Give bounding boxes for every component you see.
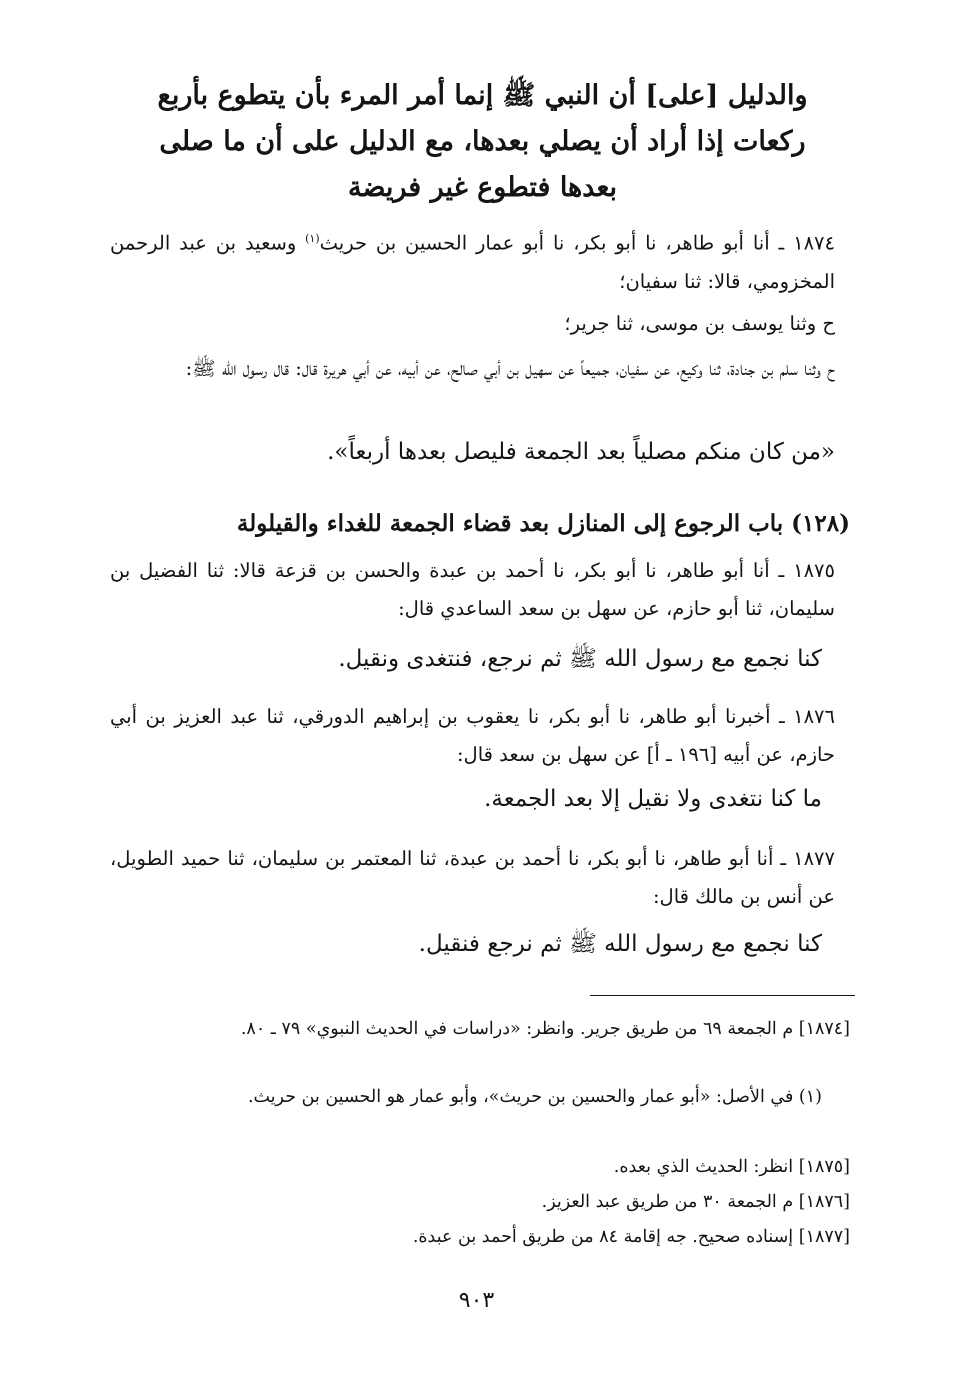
isnad-text-part2: وسعيد بن عبد الرحمن المخزومي، قالا: ثنا سفيان؛ [110, 231, 835, 293]
footnote-1875: [١٨٧٥] انظر: الحديث الذي بعده. [613, 1157, 850, 1177]
hadith-1874-matn: «من كان منكم مصلياً بعد الجمعة فليصل بعدها أربعاً». [327, 439, 835, 465]
bab-title: (١٢٨) باب الرجوع إلى المنازل بعد قضاء الجمعة للغداء والقيلولة [236, 510, 850, 537]
footnote-note-1: (١) في الأصل: «أبو عمار والحسين بن حريث»، وأبو عمار هو الحسين بن حريث. [247, 1087, 822, 1107]
footnote-1877: [١٨٧٧] إسناده صحيح. جه إقامة ٨٤ من طريق أحمد بن عبدة. [412, 1227, 850, 1247]
hadith-1874-chain-2: ح وثنا يوسف بن موسى، ثنا جرير؛ [564, 312, 835, 335]
hadith-1874-chain-3: ح وثنا سلم بن جنادة، ثنا وكيع، عن سفيان، جميعاً عن سهيل بن أبي صالح، عن أبيه، عن أبي هريرة قال: قال رسول الله ﷺ: [185, 357, 835, 380]
heading-line-2: ركعات إذا أراد أن يصلي بعدها، مع الدليل على أن ما صلى [159, 126, 806, 157]
footnote-1876: [١٨٧٦] م الجمعة ٣٠ من طريق عبد العزيز. [541, 1192, 850, 1212]
heading-line-3: بعدها فتطوع غير فريضة [347, 172, 617, 203]
hadith-1877-isnad: ١٨٧٧ ـ أنا أبو طاهر، نا أبو بكر، نا أحمد بن عبدة، ثنا المعتمر بن سليمان، ثنا حميد الطويل، عن أنس بن مالك قال: [110, 847, 835, 908]
footnote-ref-1: (١) [305, 232, 320, 245]
hadith-1876-isnad: ١٨٧٦ ـ أخبرنا أبو طاهر، نا أبو بكر، نا يعقوب بن إبراهيم الدورقي، ثنا عبد العزيز بن أبي حازم، عن أبيه [١٩٦ ـ أ] عن سهل بن سعد قال: [110, 705, 835, 766]
hadith-1875-isnad: ١٨٧٥ ـ أنا أبو طاهر، نا أبو بكر، نا أحمد بن عبدة والحسن بن قزعة قالا: ثنا الفضيل بن سليمان، ثنا أبو حازم، عن سهل بن سعد الساعدي قال: [110, 559, 835, 620]
heading-line-1: والدليل [على] أن النبي ﷺ إنما أمر المرء بأن يتطوع بأربع [157, 80, 808, 111]
hadith-1877-matn: كنا نجمع مع رسول الله ﷺ ثم نرجع فنقيل. [418, 931, 822, 957]
hadith-1874-isnad [110, 220, 835, 301]
footnote-divider [590, 995, 855, 996]
page-number: ٩٠٣ [458, 1288, 495, 1313]
hadith-1876-matn: ما كنا نتغدى ولا نقيل إلا بعد الجمعة. [484, 786, 822, 812]
isnad-text-part1: ١٨٧٤ ـ أنا أبو طاهر، نا أبو بكر، نا أبو عمار الحسين بن حريث [319, 231, 835, 255]
footnote-1874: [١٨٧٤] م الجمعة ٦٩ من طريق جرير. وانظر: «دراسات في الحديث النبوي» ٧٩ ـ ٨٠. [240, 1019, 850, 1039]
chapter-heading [110, 73, 855, 211]
hadith-1875-matn: كنا نجمع مع رسول الله ﷺ ثم نرجع، فنتغدى ونقيل. [338, 646, 822, 672]
